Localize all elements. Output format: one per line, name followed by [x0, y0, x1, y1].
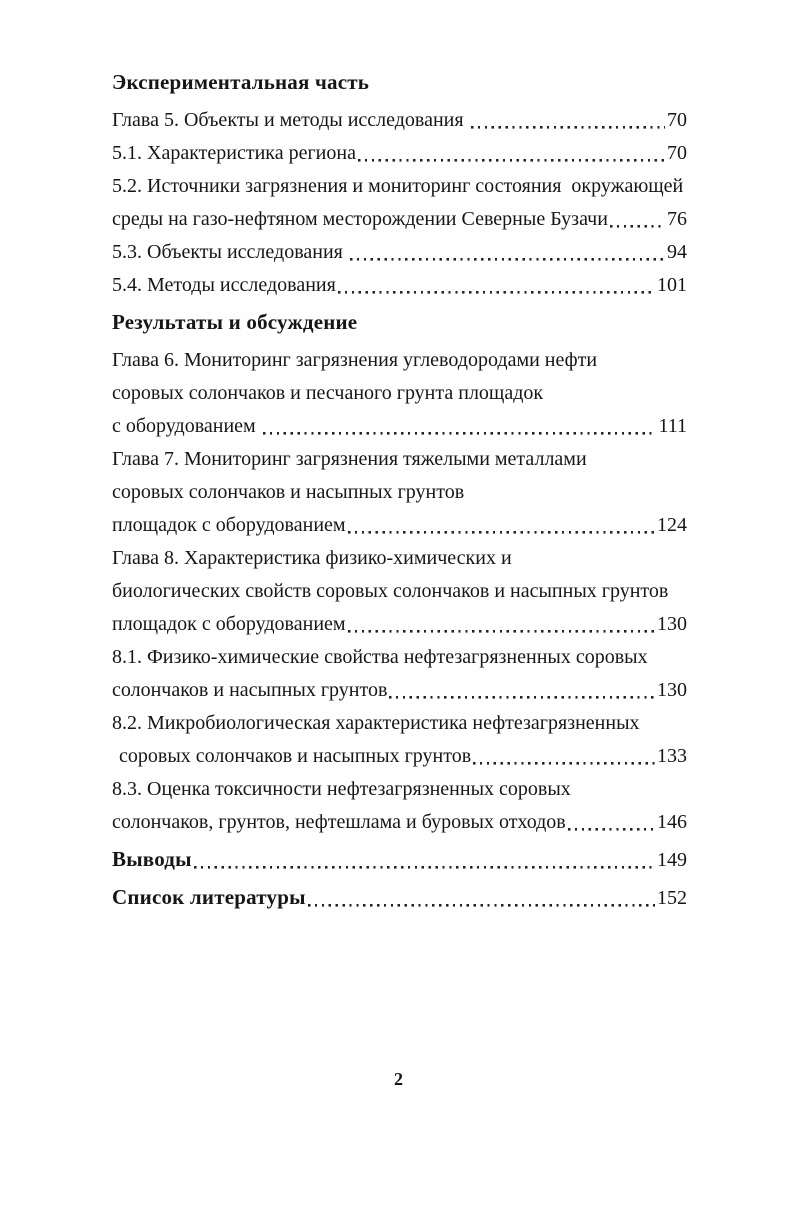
dot-leader	[473, 740, 655, 773]
toc-entry-continuation: 8.1. Физико-химические свойства нефтезагрязненных соровых	[112, 646, 648, 668]
dot-leader	[308, 881, 655, 915]
toc-entry-continuation: Глава 8. Характеристика физико-химических и	[112, 547, 512, 569]
toc-entry-page: 133	[657, 745, 687, 767]
dot-leader	[338, 269, 655, 302]
dot-leader	[471, 104, 665, 137]
toc-entry-page: 70	[667, 142, 687, 164]
dot-leader	[358, 137, 665, 170]
toc-entry-title: 5.1. Характеристика региона	[112, 142, 356, 164]
toc-entry-continuation: соровых солончаков и песчаного грунта площадок	[112, 382, 544, 404]
toc-entry	[112, 203, 687, 236]
toc-entry-title: соровых солончаков и насыпных грунтов	[119, 745, 472, 767]
dot-leader	[389, 674, 655, 707]
toc-entry-page: 130	[657, 613, 687, 635]
toc-entry-continuation: Глава 6. Мониторинг загрязнения углеводородами нефти	[112, 349, 598, 371]
toc-entry-title: солончаков, грунтов, нефтешлама и буровых отходов	[112, 811, 566, 833]
toc-entry-page: 101	[657, 274, 687, 296]
toc-entry	[112, 104, 687, 137]
toc-entry-continuation: соровых солончаков и насыпных грунтов	[112, 481, 465, 503]
toc-entry-continuation: биологических свойств соровых солончаков и насыпных грунтов	[112, 580, 669, 602]
toc-entry-page: 146	[657, 811, 687, 833]
dot-leader	[348, 509, 655, 542]
toc-entry-title: солончаков и насыпных грунтов	[112, 679, 388, 701]
dot-leader	[348, 608, 655, 641]
toc-section-heading: Экспериментальная часть	[112, 70, 370, 94]
page-number: 2	[394, 1069, 403, 1089]
toc-entry-continuation: Глава 7. Мониторинг загрязнения тяжелыми металлами	[112, 448, 587, 470]
toc-entry	[112, 843, 687, 877]
toc-entry-continuation: 8.2. Микробиологическая характеристика нефтезагрязненных	[112, 712, 640, 734]
toc-entry-page: 111	[658, 415, 687, 437]
toc-entry	[112, 137, 687, 170]
toc-entry-continuation: 8.3. Оценка токсичности нефтезагрязненных соровых	[112, 778, 571, 800]
toc-entry-page: 70	[667, 109, 687, 131]
toc-entry-title: 5.4. Методы исследования	[112, 274, 336, 296]
toc-entry	[112, 740, 687, 773]
dot-leader	[610, 203, 665, 236]
toc-entry	[112, 881, 687, 915]
dot-leader	[194, 843, 655, 877]
table-of-contents	[112, 62, 687, 915]
toc-section-heading: Результаты и обсуждение	[112, 310, 358, 334]
toc-entry	[112, 269, 687, 302]
toc-entry-page: 149	[657, 849, 687, 871]
toc-entry	[112, 509, 687, 542]
toc-entry-title: с оборудованием	[112, 415, 261, 437]
toc-entry-title: 5.3. Объекты исследования	[112, 241, 348, 263]
toc-entry-continuation: 5.2. Источники загрязнения и мониторинг состояния окружающей	[112, 175, 684, 197]
toc-entry-title: площадок с оборудованием	[112, 613, 346, 635]
toc-entry-page: 76	[667, 208, 687, 230]
dot-leader	[568, 806, 655, 839]
toc-entry-page: 152	[657, 887, 687, 909]
toc-entry-title: Список литературы	[112, 885, 306, 909]
toc-entry-title: Выводы	[112, 847, 192, 871]
toc-entry-page: 130	[657, 679, 687, 701]
dot-leader	[263, 410, 657, 443]
toc-entry	[112, 236, 687, 269]
toc-entry	[112, 608, 687, 641]
toc-entry	[112, 410, 687, 443]
toc-entry-title: площадок с оборудованием	[112, 514, 346, 536]
toc-entry-title: среды на газо-нефтяном месторождении Северные Бузачи	[112, 208, 608, 230]
dot-leader	[350, 236, 665, 269]
toc-entry-page: 124	[657, 514, 687, 536]
toc-entry-title: Глава 5. Объекты и методы исследования	[112, 109, 469, 131]
toc-entry	[112, 806, 687, 839]
toc-entry-page: 94	[667, 241, 687, 263]
toc-entry	[112, 674, 687, 707]
